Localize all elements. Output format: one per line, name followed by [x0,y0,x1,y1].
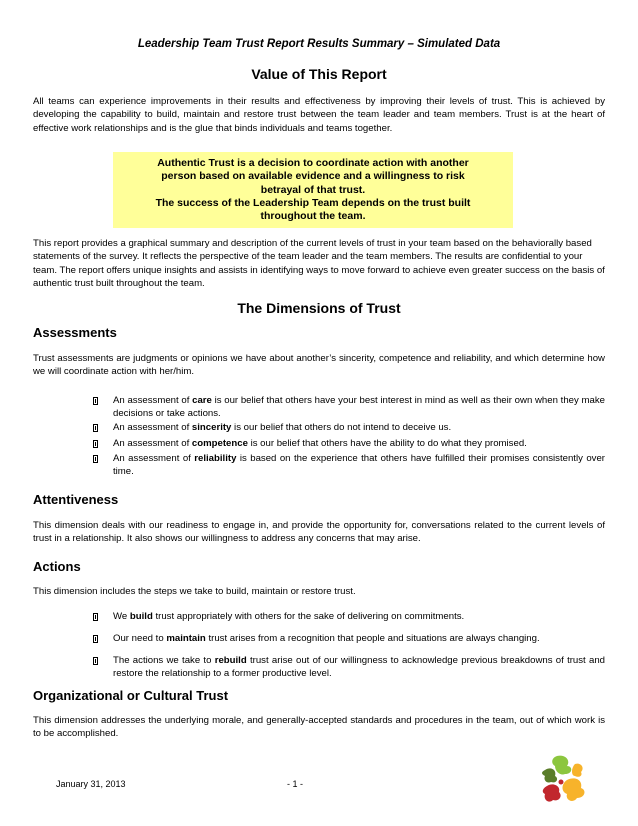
bullet-item-care: An assessment of care is our belief that others have your best interest in mind as well as their own when they make decisions or take actions. [93,394,605,421]
subheading-assessments: Assessments [33,325,117,340]
oak-leaf-logo-icon [537,752,593,808]
section-heading-dimensions: The Dimensions of Trust [237,300,401,316]
logo-leaf-gold-small [572,764,583,777]
bullet-marker-icon [93,397,98,405]
report-summary-paragraph: This report provides a graphical summary and description of the current levels of trust in your team based on the behaviorally based statements of the survey. It reflects the perspective of the team leader and the team members. The results are confidential to your team. The report offers unique insights and assists in identifying ways to move forward to achieve even greater success on the basis of authentic trust built throughout the team. [33,238,605,290]
callout-line: throughout the team. [260,210,366,223]
running-title: Leadership Team Trust Report Results Summary – Simulated Data [137,38,501,50]
attentiveness-paragraph: This dimension deals with our readiness to engage in, and provide the opportunity for, conversations related to the current levels of trust in a relationship. It also shows our willingness to address any concerns that may arise. [33,520,605,545]
assessments-paragraph: Trust assessments are judgments or opinions we have about another’s sincerity, competence and reliability, and which determine how we will coordinate action with her/him. [33,353,605,378]
footer-page-number: - 1 - [287,779,304,789]
bullet-item-reliability: An assessment of reliability is based on the experience that others have fulfilled their promises consistently over time. [93,452,605,479]
callout-line: betrayal of that trust. [260,183,366,196]
logo-leaf-gold [563,778,585,801]
actions-paragraph: This dimension includes the steps we take to build, maintain or restore trust. [33,586,356,597]
bullet-marker-icon [93,440,98,448]
bullet-item-rebuild: The actions we take to rebuild trust arise out of our willingness to acknowledge previous breakdowns of trust and restore the relationship to a former productive level. [93,654,605,681]
logo-leaf-red [543,784,561,801]
bullet-marker-icon [93,635,98,643]
callout-line: The success of the Leadership Team depends on the trust built [155,196,471,209]
logo-dot [559,780,564,785]
organizational-trust-paragraph: This dimension addresses the underlying morale, and generally-accepted standards and procedures in the team, out of which work is to be accomplished. [33,715,605,740]
bullet-marker-icon [93,424,98,432]
subheading-actions: Actions [33,559,81,574]
trust-callout-box [113,152,513,228]
section-heading-value: Value of This Report [251,66,387,82]
logo-leaf-green [552,756,571,775]
footer-date: January 31, 2013 [56,779,126,789]
bullet-item-maintain: Our need to maintain trust arises from a recognition that people and situations are always changing. [93,632,605,645]
bullet-item-sincerity: An assessment of sincerity is our belief that others do not intend to deceive us. [93,421,605,434]
subheading-organizational-trust: Organizational or Cultural Trust [33,688,229,703]
logo-leaf-dark [542,768,557,782]
subheading-attentiveness: Attentiveness [33,492,119,507]
bullet-marker-icon [93,657,98,665]
bullet-marker-icon [93,613,98,621]
value-intro-paragraph: All teams can experience improvements in their results and effectiveness by improving their levels of trust. This is achieved by developing the capability to build, maintain and restore trust between the team leader and team members. Trust is at the heart of effective work relationships and is the glue that binds individuals and teams together. [33,96,605,134]
callout-line: person based on available evidence and a willingness to risk [161,170,465,183]
bullet-item-build: We build trust appropriately with others for the sake of delivering on commitments. [93,610,605,623]
bullet-marker-icon [93,455,98,463]
callout-line: Authentic Trust is a decision to coordinate action with another [157,157,469,169]
bullet-item-competence: An assessment of competence is our belief that others have the ability to do what they promised. [93,437,605,450]
